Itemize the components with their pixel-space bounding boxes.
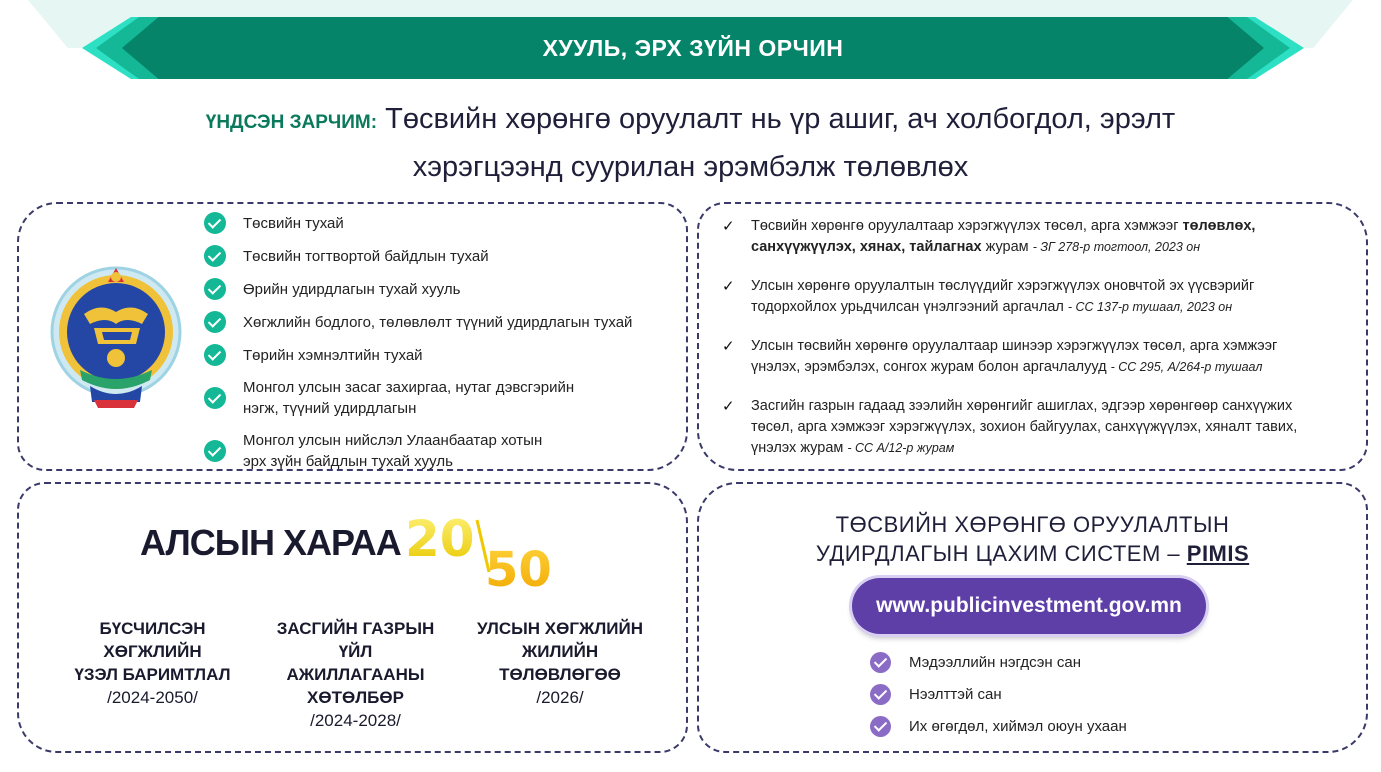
procedure-reference: - СС А/12-р журам — [847, 441, 955, 455]
checkmark-icon: ✓ — [722, 338, 735, 355]
law-label: Хөгжлийн бодлого, төлөвлөлт түүний удирдлагын тухай — [243, 313, 633, 331]
vision-document: БҮСЧИЛСЭН ХӨГЖЛИЙН ҮЗЭЛ БАРИМТЛАЛ /2024-2050/ — [70, 617, 235, 709]
feature-item — [870, 684, 1127, 705]
vision-period: /2024-2028/ — [310, 711, 401, 730]
pimis-title: ТӨСВИЙН ХӨРӨНГӨ ОРУУЛАЛТЫН УДИРДЛАГЫН ЦАХИМ СИСТЕМ – PIMIS — [815, 512, 1250, 566]
pimis-feature-list — [870, 652, 1127, 748]
procedure-item: ✓ Засгийн газрын гадаад зээлийн хөрөнгийг ашиглах, эдгээр хөрөнгөөр санхүүжих төсөл, арга хэмжээг хэрэгжүүлэх, зохион байгуулах, санхүүжүүлэх, хяналт тавих, үнэлэх журам - СС А/12-р журам — [722, 396, 1342, 459]
check-circle-icon — [204, 440, 226, 462]
procedure-item: ✓ Улсын хөрөнгө оруулалтын төслүүдийг хэрэгжүүлэх оновчтой эх үүсвэрийг тодорхойлох урьдчилсан үнэлгээний аргачлал - СС 137-р тушаал, 2023 он — [722, 276, 1342, 318]
check-circle-icon — [204, 212, 226, 234]
procedure-item: ✓ Улсын төсвийн хөрөнгө оруулалтаар шинээр хэрэгжүүлэх төсөл, арга хэмжээг үнэлэх, эрэмбэлэх, сонгох журам болон аргачлалууд - СС 295, А/264-р тушаал — [722, 336, 1342, 378]
vision-title: АЛСЫН ХАРАА — [140, 522, 401, 563]
feature-label: Мэдээллийн нэгдсэн сан — [909, 654, 1081, 671]
law-label: Өрийн удирдлагын тухай хууль — [243, 280, 461, 298]
vision-period: /2024-2050/ — [107, 688, 198, 707]
state-emblem-icon — [50, 262, 182, 410]
law-label: Төрийн хэмнэлтийн тухай — [243, 346, 423, 364]
pimis-website-link[interactable]: www.publicinvestment.gov.mn — [852, 578, 1206, 634]
pimis-acronym: PIMIS — [1186, 541, 1250, 566]
law-label: Төсвийн тухай — [243, 214, 344, 232]
procedure-reference: - ЗГ 278-р тогтоол, 2023 он — [1032, 240, 1201, 254]
check-circle-icon — [204, 387, 226, 409]
procedure-reference: - СС 137-р тушаал, 2023 он — [1067, 300, 1233, 314]
procedure-item: ✓ Төсвийн хөрөнгө оруулалтаар хэрэгжүүлэх төсөл, арга хэмжээг төлөвлөх, санхүүжүүлэх, хянах, тайлагнах журам - ЗГ 278-р тогтоол, 2023 он — [722, 216, 1342, 258]
law-item — [204, 311, 674, 333]
principle-line-1: Төсвийн хөрөнгө оруулалт нь үр ашиг, ач холбогдол, эрэлт — [385, 103, 1176, 135]
section-title: ХУУЛЬ, ЭРХ ЗҮЙН ОРЧИН — [542, 34, 844, 61]
svg-text:50: 50 — [485, 542, 552, 592]
check-circle-icon — [870, 716, 891, 737]
feature-label: Их өгөгдөл, хиймэл оюун ухаан — [909, 718, 1127, 735]
check-circle-icon — [870, 652, 891, 673]
law-item — [204, 212, 674, 234]
law-item — [204, 377, 674, 419]
vision-period: /2026/ — [536, 688, 584, 707]
feature-item — [870, 652, 1127, 673]
section-banner — [82, 17, 1304, 79]
vision-year-2050 — [405, 512, 585, 592]
checkmark-icon: ✓ — [722, 218, 735, 235]
feature-item — [870, 716, 1127, 737]
law-item — [204, 245, 674, 267]
procedure-reference: - СС 295, А/264-р тушаал — [1110, 360, 1263, 374]
law-label: Монгол улсын засаг захиргаа, нутаг дэвсгэрийн нэгж, түүний удирдлагын — [243, 379, 575, 417]
checkmark-icon: ✓ — [722, 278, 735, 295]
principle-line-2: хэрэгцээнд суурилан эрэмбэлж төлөвлөх — [412, 151, 969, 183]
check-circle-icon — [204, 245, 226, 267]
procedure-list — [722, 216, 1342, 477]
check-circle-icon — [204, 311, 226, 333]
feature-label: Нээлттэй сан — [909, 686, 1002, 703]
law-label: Монгол улсын нийслэл Улаанбаатар хотын эрх зүйн байдлын тухай хууль — [243, 432, 543, 470]
checkmark-icon: ✓ — [722, 398, 735, 415]
check-circle-icon — [204, 278, 226, 300]
law-item — [204, 278, 674, 300]
law-item — [204, 344, 674, 366]
vision-document: ЗАСГИЙН ГАЗРЫН ҮЙЛ АЖИЛЛАГААНЫ ХӨТӨЛБӨР /2024-2028/ — [263, 617, 448, 732]
principle-label: ҮНДСЭН ЗАРЧИМ: — [205, 112, 378, 133]
law-label: Төсвийн тогтвортой байдлын тухай — [243, 247, 489, 265]
check-circle-icon — [204, 344, 226, 366]
check-circle-icon — [870, 684, 891, 705]
principle-statement — [0, 97, 1381, 189]
svg-text:20: 20 — [405, 512, 475, 568]
law-list — [204, 212, 674, 483]
law-item — [204, 430, 674, 472]
vision-document: УЛСЫН ХӨГЖЛИЙН ЖИЛИЙН ТӨЛӨВЛӨГӨӨ /2026/ — [470, 617, 650, 709]
